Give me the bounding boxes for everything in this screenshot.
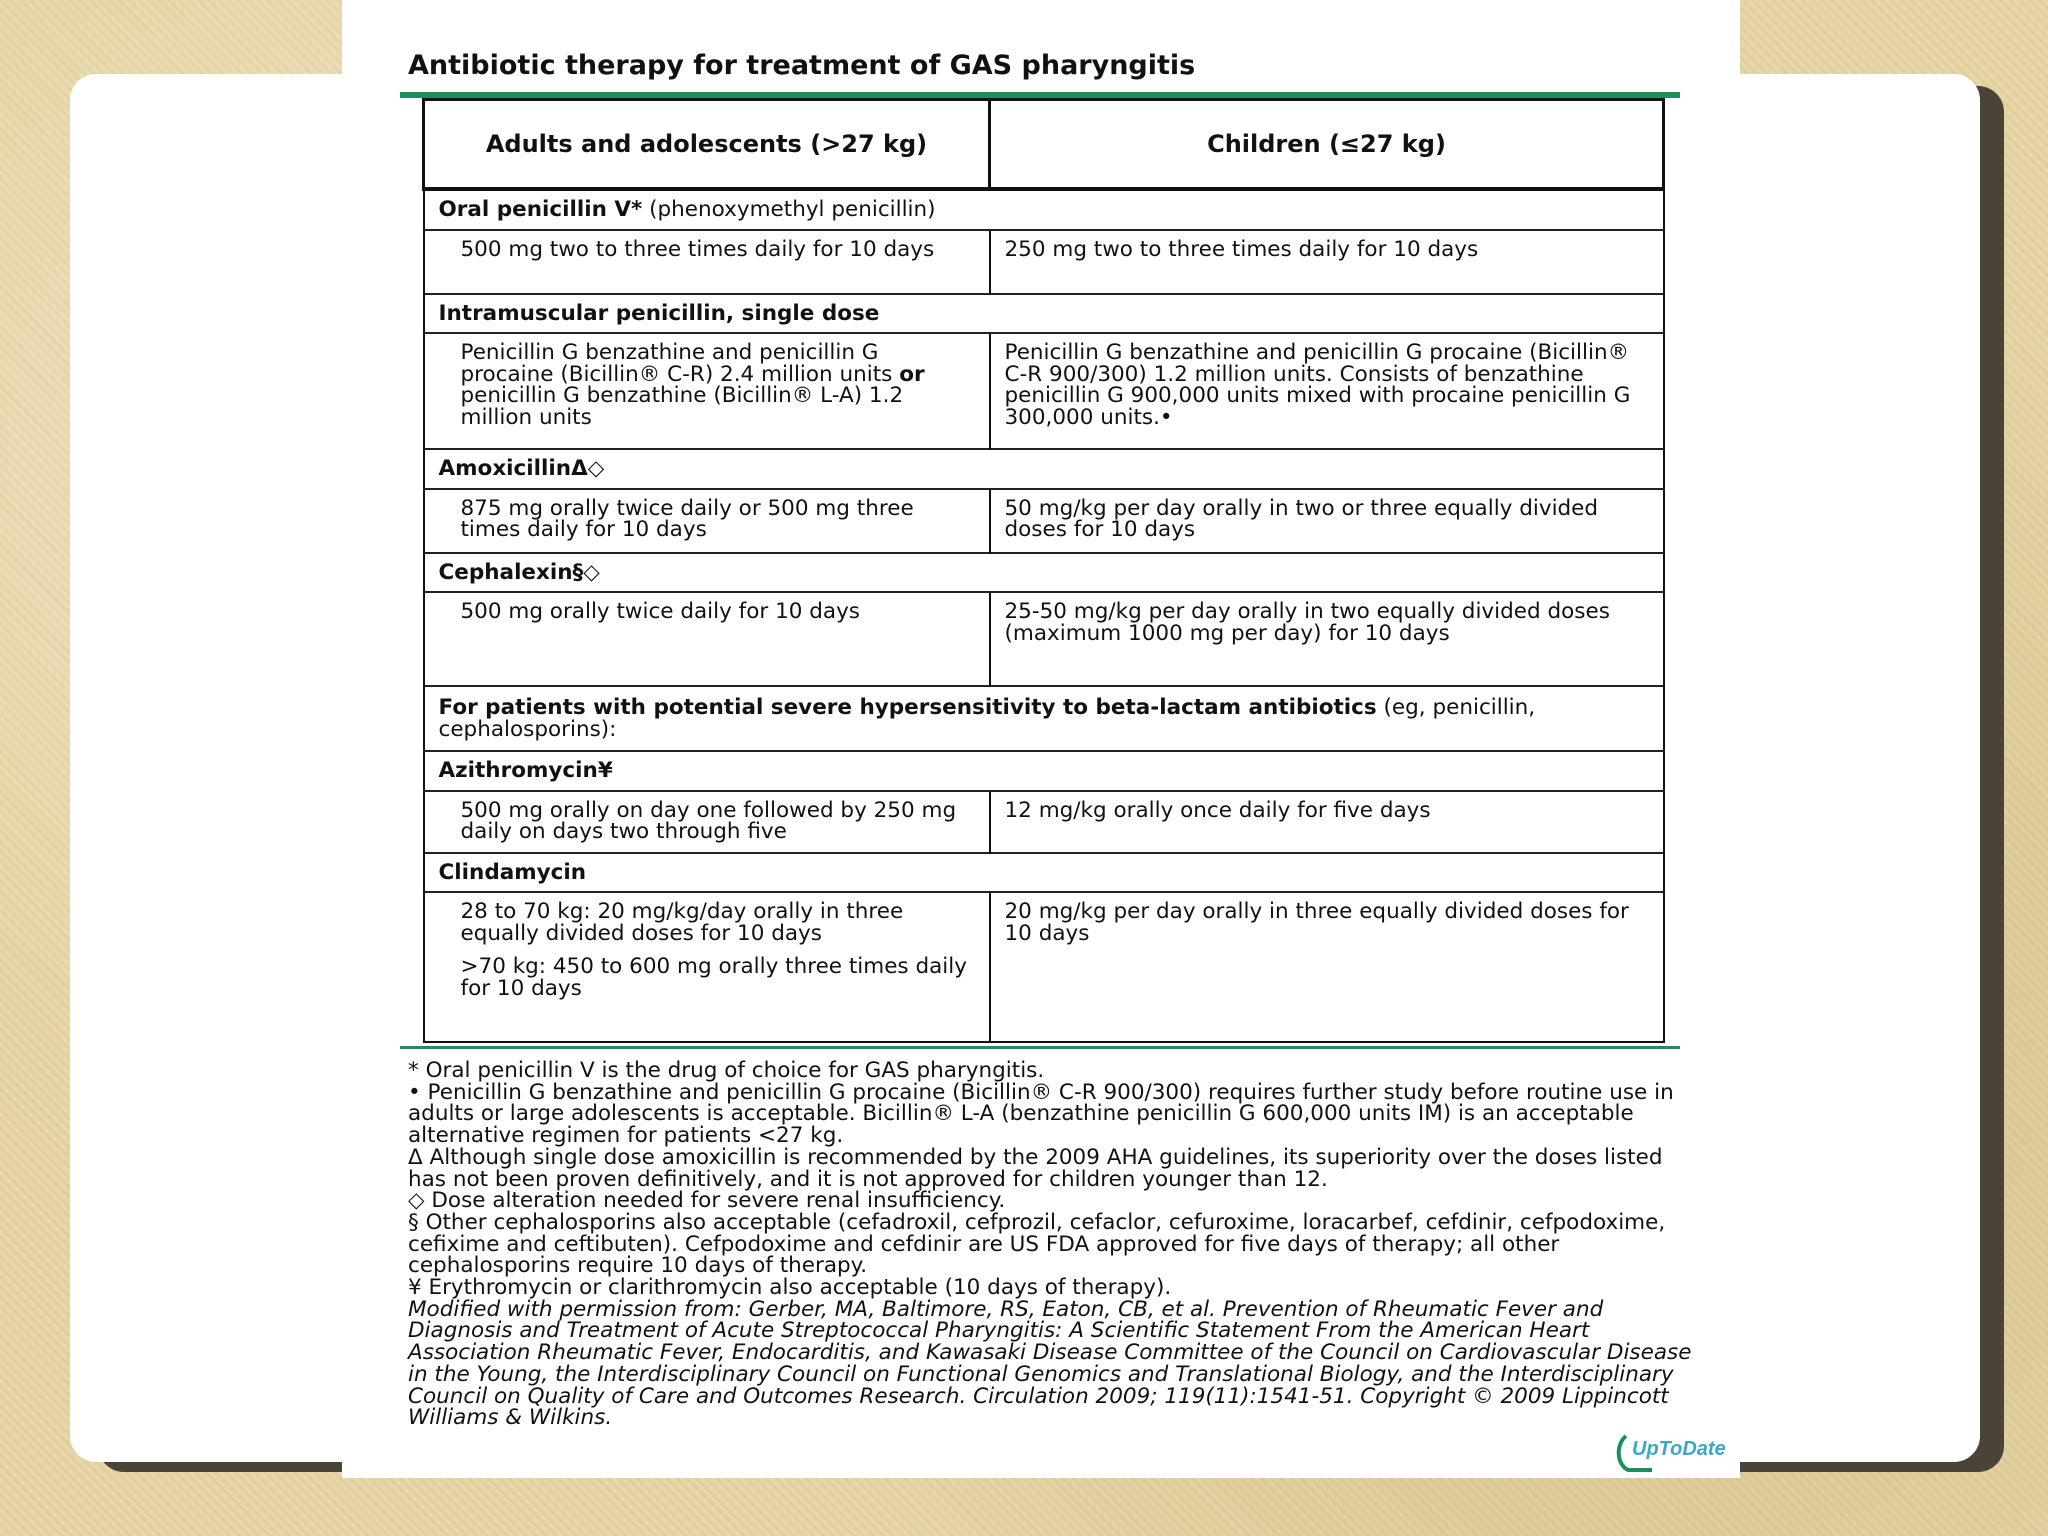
adult-dose: 875 mg orally twice daily or 500 mg three times daily for 10 days — [424, 489, 990, 553]
section-heading-rest: (eg, penicillin, cephalosporins): — [438, 695, 1536, 742]
section-heading — [424, 553, 1664, 593]
adult-dose: 500 mg orally on day one followed by 250 mg daily on days two through five — [424, 791, 990, 853]
table-header-row — [424, 100, 1664, 190]
footnote: ◇ Dose alteration needed for severe renal insufficiency. — [408, 1188, 1006, 1214]
adult-dose-part-b: >70 kg: 450 to 600 mg orally three times daily for 10 days — [460, 954, 967, 1001]
dose-row — [424, 592, 1664, 686]
section-heading-bold: Oral penicillin V* — [438, 197, 643, 222]
child-dose: 12 mg/kg orally once daily for five days — [990, 791, 1664, 853]
dose-row — [424, 892, 1664, 1042]
section-row — [424, 189, 1664, 230]
dose-row — [424, 230, 1664, 294]
section-row — [424, 553, 1664, 593]
section-heading — [424, 686, 1664, 751]
child-dose: 25-50 mg/kg per day orally in two equally divided doses (maximum 1000 mg per day) for 10 days — [990, 592, 1664, 686]
section-heading-bold: Cephalexin§◇ — [438, 559, 600, 585]
header-children: Children (≤27 kg) — [990, 100, 1664, 190]
adult-dose-or: or — [899, 361, 925, 387]
footnote: Δ Although single dose amoxicillin is recommended by the 2009 AHA guidelines, its superiority over the doses listed has not been proven definitively, and it is not approved for children younger than 12. — [408, 1144, 1663, 1192]
footnote-rule — [400, 1046, 1680, 1049]
section-heading-rest: (phenoxymethyl penicillin) — [642, 197, 936, 222]
dose-row — [424, 333, 1664, 449]
footnote: • Penicillin G benzathine and penicillin G procaine (Bicillin® C-R 900/300) requires further study before routine use in adults or large adolescents is acceptable. Bicillin® L-A (benzathine penicillin G 600,000 units IM) is an acceptable alternative regimen for patients <27 kg. — [408, 1079, 1674, 1149]
child-dose: Penicillin G benzathine and penicillin G procaine (Bicillin® C-R 900/300) 1.2 million units. Consists of benzathine penicillin G 900,000 units mixed with procaine penicillin G 300,000 units.• — [990, 333, 1664, 449]
adult-dose-part-a: 28 to 70 kg: 20 mg/kg/day orally in three equally divided doses for 10 days — [460, 899, 904, 946]
section-heading-bold: AmoxicillinΔ◇ — [438, 456, 605, 481]
section-row — [424, 449, 1664, 489]
section-heading — [424, 853, 1664, 893]
dose-row — [424, 791, 1664, 853]
section-row — [424, 853, 1664, 893]
section-heading — [424, 189, 1664, 230]
section-heading — [424, 751, 1664, 791]
adult-dose — [424, 892, 990, 1042]
footnote: * Oral penicillin V is the drug of choice for GAS pharyngitis. — [408, 1058, 1045, 1083]
adult-dose: 500 mg orally twice daily for 10 days — [424, 592, 990, 686]
section-row — [424, 686, 1664, 751]
header-adults: Adults and adolescents (>27 kg) — [424, 100, 990, 190]
child-dose: 250 mg two to three times daily for 10 days — [990, 230, 1664, 294]
antibiotic-table — [422, 98, 1665, 1043]
child-dose: 50 mg/kg per day orally in two or three equally divided doses for 10 days — [990, 489, 1664, 553]
footnote: ¥ Erythromycin or clarithromycin also acceptable (10 days of therapy). — [408, 1275, 1172, 1301]
footnote: § Other cephalosporins also acceptable (cefadroxil, cefprozil, cefaclor, cefuroxime, loracarbef, cefdinir, cefpodoxime, cefixime and ceftibuten). Cefpodoxime and cefdinir are US FDA approved for five days of therapy; all other cephalosporins require 10 days of therapy. — [408, 1209, 1666, 1279]
section-heading-bold: Azithromycin¥ — [438, 758, 613, 783]
adult-dose: 500 mg two to three times daily for 10 days — [424, 230, 990, 294]
adult-dose-part-a: Penicillin G benzathine and penicillin G procaine (Bicillin® C-R) 2.4 million units — [460, 340, 893, 387]
section-heading-bold: Clindamycin — [438, 859, 587, 885]
section-heading-bold: Intramuscular penicillin, single dose — [438, 300, 880, 326]
citation: Modified with permission from: Gerber, MA, Baltimore, RS, Eaton, CB, et al. Prevention of Rheumatic Fever and Diagnosis and Treatment of Acute Streptococcal Pharyngitis: A Scientific Statement From the American Heart Association Rheumatic Fever, Endocarditis, and Kawasaki Disease Committee of the Council on Cardiovascular Disease in the Young, the Interdisciplinary Council on Functional Genomics and Translational Biology, and the Interdisciplinary Council on Quality of Care and Outcomes Research. Circulation 2009; 119(11):1541-51. Copyright © 2009 Lippincott Williams & Wilkins. — [408, 1296, 1692, 1431]
uptodate-logo-text: UpToDate — [1632, 1438, 1726, 1460]
dose-row — [424, 489, 1664, 553]
section-row — [424, 294, 1664, 334]
section-row — [424, 751, 1664, 791]
section-heading — [424, 294, 1664, 334]
section-heading-bold: For patients with potential severe hypersensitivity to beta-lactam antibiotics — [438, 695, 1377, 720]
adult-dose — [424, 333, 990, 449]
adult-dose-part-b: penicillin G benzathine (Bicillin® L-A) 1.2 million units — [460, 383, 904, 430]
section-heading — [424, 449, 1664, 489]
child-dose: 20 mg/kg per day orally in three equally divided doses for 10 days — [990, 892, 1664, 1042]
document-image — [342, 0, 1740, 1478]
footnotes — [408, 1060, 1698, 1429]
document-title: Antibiotic therapy for treatment of GAS pharyngitis — [408, 50, 1196, 81]
